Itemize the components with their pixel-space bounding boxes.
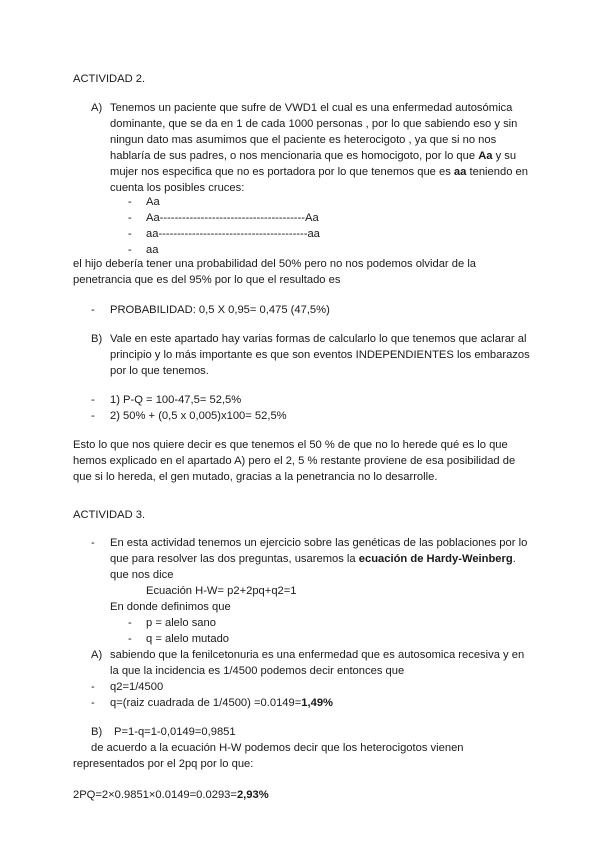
paragraph-line: representados por el 2pq por lo que:: [73, 758, 254, 770]
equation-line: Ecuación H-W= p2+2pq+q2=1: [146, 585, 297, 597]
line-text: hablaría de sus padres, o nos mencionaria que es homocigoto, por lo que: [110, 150, 476, 162]
paragraph-line: Vale en este apartado hay varias formas de calcularlo lo que tenemos que aclarar al: [110, 333, 527, 345]
formula-line: [110, 696, 333, 710]
paragraph-line: que nos dice: [110, 569, 174, 581]
formula-line: q2=1/4500: [110, 681, 164, 693]
bullet-dash: -: [128, 617, 132, 629]
paragraph-line: En esta actividad tenemos un ejercicio sobre las genéticas de las poblaciones por lo: [110, 537, 528, 549]
paragraph-line: la que la incidencia es 1/4500 podemos decir entonces que: [110, 665, 405, 677]
line-text: q=(raiz cuadrada de 1/4500) =0.0149=: [110, 697, 302, 709]
paragraph-line: sabiendo que la fenilcetonuria es una enfermedad que es autosomica recesiva y en: [110, 649, 525, 661]
final-result-line: [73, 788, 269, 802]
item-marker-b: B): [91, 726, 103, 738]
definition-item: q = alelo mutado: [146, 633, 230, 645]
paragraph-line: cuenta los posibles cruces:: [110, 182, 245, 194]
bullet-dash: -: [128, 196, 132, 208]
equation-name-bold: ecuación de Hardy-Weinberg: [358, 553, 513, 565]
activity-2-title: ACTIVIDAD 2.: [73, 73, 146, 85]
line-text: mujer nos especifica que no es portadora por lo que tenemos que es: [110, 166, 451, 178]
formula-line: P=1-q=1-0,0149=0,9851: [114, 726, 236, 738]
calc-item: 2) 50% + (0,5 x 0,005)x100= 52,5%: [110, 410, 287, 422]
paragraph-line: dominante, que se da en 1 de cada 1000 personas , por lo que sabiendo eso y sin: [110, 118, 518, 130]
paragraph-line: que si lo hereda, el gen mutado, gracias a la penetrancia no lo desarrolle.: [73, 471, 438, 483]
cross-item: Aa---------------------------------------Aa: [146, 212, 319, 224]
paragraph-line: Esto lo que nos quiere decir es que tenemos el 50 % de que no lo herede qué es lo que: [73, 439, 508, 451]
bullet-dash: -: [91, 304, 95, 316]
item-marker-a: A): [91, 649, 103, 661]
paragraph-line: En donde definimos que: [110, 601, 231, 613]
cross-item: Aa: [146, 196, 160, 208]
paragraph-line: [110, 552, 516, 566]
paragraph-line: el hijo debería tener una probabilidad del 50% pero no nos podemos olvidar de la: [73, 258, 477, 270]
item-marker-a: A): [91, 102, 103, 114]
paragraph-line: Tenemos un paciente que sufre de VWD1 el cual es una enfermedad autosómica: [110, 102, 513, 114]
line-text-end: teniendo en: [469, 166, 528, 178]
paragraph-line: ningun dato mas asumimos que el paciente es heterocigoto , ya que si no nos: [110, 134, 497, 146]
line-text: que para resolver las dos preguntas, usaremos la: [110, 553, 356, 565]
line-text: 2PQ=2×0.9851×0.0149=0.0293=: [73, 789, 237, 801]
bullet-dash: -: [128, 244, 132, 256]
line-text-end: .: [512, 553, 516, 565]
bullet-dash: -: [91, 410, 95, 422]
bullet-dash: -: [91, 537, 95, 549]
bullet-dash: -: [128, 212, 132, 224]
activity-3-title: ACTIVIDAD 3.: [73, 509, 146, 521]
bullet-dash: -: [91, 697, 95, 709]
line-text-end: y su: [495, 150, 517, 162]
paragraph-line: hemos explicado en el apartado A) pero el 2, 5 % restante proviene de esa posibilidad de: [73, 455, 516, 467]
bullet-dash: -: [91, 681, 95, 693]
cross-item: aa: [146, 244, 159, 256]
paragraph-line: por lo que tenemos.: [110, 365, 209, 377]
probability-line: PROBABILIDAD: 0,5 X 0,95= 0,475 (47,5%): [110, 304, 330, 316]
paragraph-line: principio y lo más importante es que son eventos INDEPENDIENTES los embarazos: [110, 349, 530, 361]
cross-item: aa----------------------------------------aa: [146, 228, 320, 240]
bullet-dash: -: [91, 394, 95, 406]
paragraph-line: penetrancia que es del 95% por lo que el resultado es: [73, 274, 341, 286]
bullet-dash: -: [128, 228, 132, 240]
item-marker-b: B): [91, 333, 103, 345]
result-bold: 1,49%: [301, 697, 333, 709]
genotype-bold: Aa: [478, 150, 493, 162]
definition-item: p = alelo sano: [146, 617, 216, 629]
calc-item: 1) P-Q = 100-47,5= 52,5%: [110, 394, 242, 406]
paragraph-line: [110, 149, 516, 163]
genotype-bold: aa: [453, 166, 467, 178]
paragraph-line: de acuerdo a la ecuación H-W podemos decir que los heterocigotos vienen: [91, 742, 464, 754]
bullet-dash: -: [128, 633, 132, 645]
paragraph-line: [110, 165, 528, 179]
result-bold: 2,93%: [236, 789, 269, 801]
